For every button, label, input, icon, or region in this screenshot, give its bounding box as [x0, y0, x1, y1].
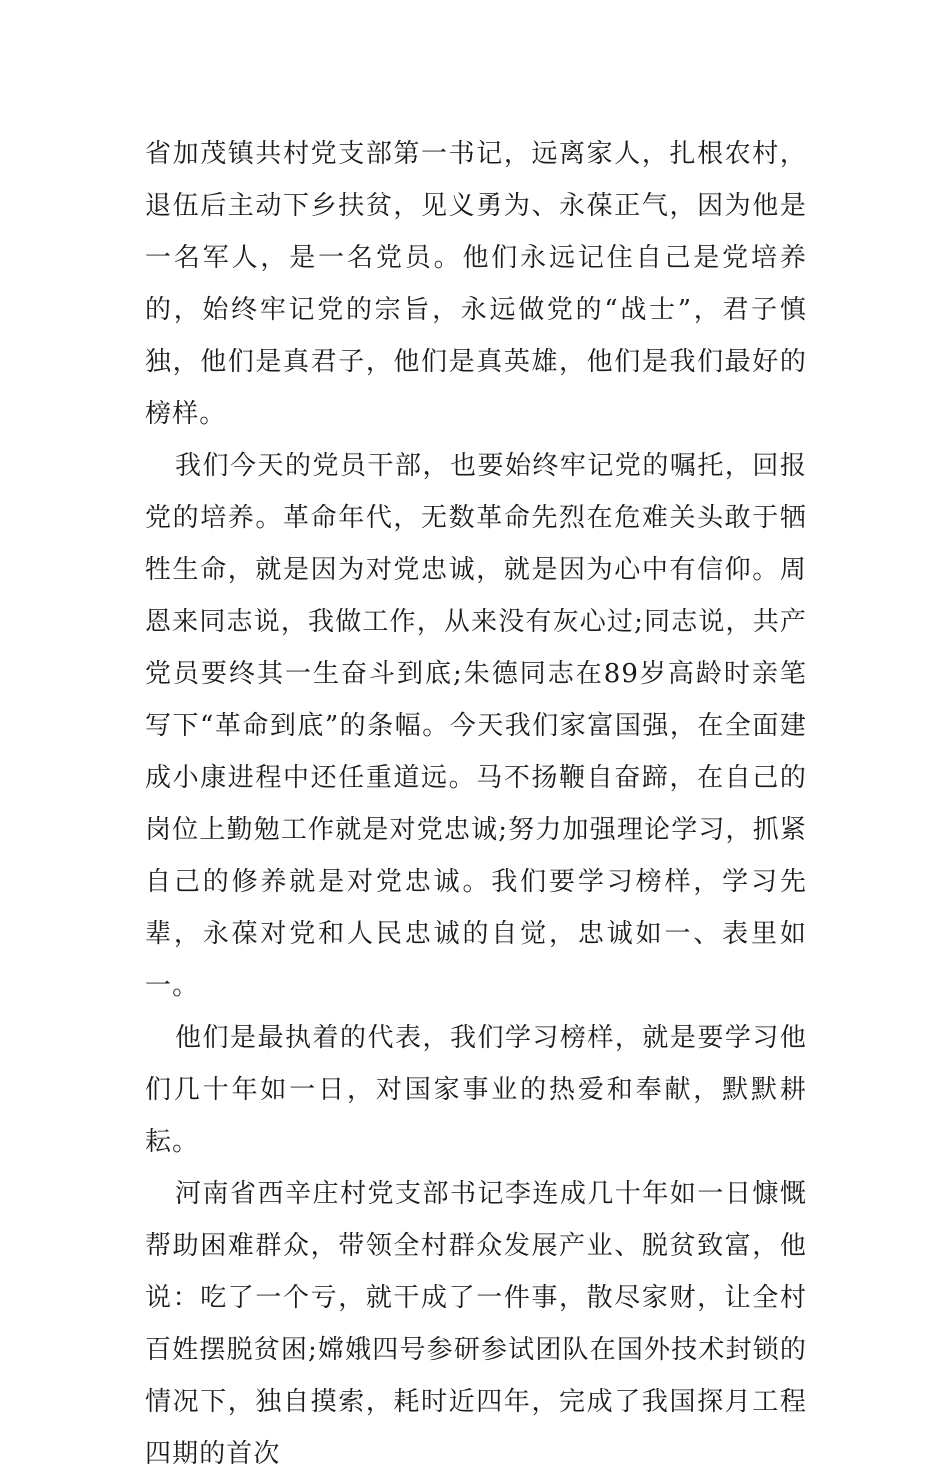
document-page [145, 128, 807, 1480]
paragraph-examples: 河南省西辛庄村党支部书记李连成几十年如一日慷慨帮助困难群众，带领全村群众发展产业、脱贫致富，他说：吃了一个亏，就干成了一件事，散尽家财，让全村百姓摆脱贫困;嫦娥四号参研参试团队在国外技术封锁的情况下，独自摸索，耗时近四年，完成了我国探月工程四期的首次 [145, 1179, 807, 1469]
paragraph-continued: 省加茂镇共村党支部第一书记，远离家人，扎根农村，退伍后主动下乡扶贫，见义勇为、永葆正气，因为他是一名军人，是一名党员。他们永远记住自己是党培养的，始终牢记党的宗旨，永远做党的“战士”，君子慎独，他们是真君子，他们是真英雄，他们是我们最好的榜样。 [145, 139, 807, 429]
paragraph-role-models: 他们是最执着的代表，我们学习榜样，就是要学习他们几十年如一日，对国家事业的热爱和奉献，默默耕耘。 [145, 1023, 807, 1157]
paragraph-party-loyalty: 我们今天的党员干部，也要始终牢记党的嘱托，回报党的培养。革命年代，无数革命先烈在危难关头敢于牺牲生命，就是因为对党忠诚，就是因为心中有信仰。周恩来同志说，我做工作，从来没有灰心过;同志说，共产党员要终其一生奋斗到底;朱德同志在89岁高龄时亲笔写下“革命到底”的条幅。今天我们家富国强，在全面建成小康进程中还任重道远。马不扬鞭自奋蹄，在自己的岗位上勤勉工作就是对党忠诚;努力加强理论学习，抓紧自己的修养就是对党忠诚。我们要学习榜样，学习先辈，永葆对党和人民忠诚的自觉，忠诚如一、表里如一。 [145, 451, 807, 1001]
